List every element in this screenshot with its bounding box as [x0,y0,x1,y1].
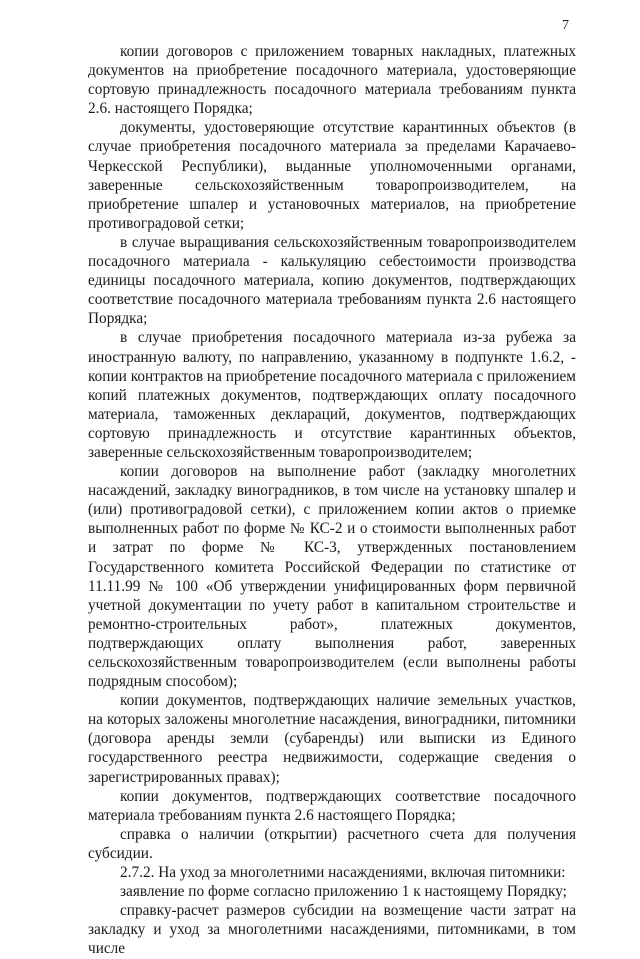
paragraph-quarantine-documents: документы, удостоверяющие отсутствие карантинных объектов (в случае приобретения посадочного материала за пределами Карачаево-Черкесской Республики), выданные уполномоченными органами, заверенные сельскохозяйственным товаропроизводителем, на приобретение шпалер и установочных материалов, на приобретение противоградовой сетки; [88,119,576,232]
paragraph-work-contracts: копии договоров на выполнение работ (закладку многолетних насаждений, закладку виноградников, в том числе на установку шпалер и (или) противоградовой сетки), с приложением копии актов о приемке выполненных работ по форме № КС-2 и о стоимости выполненных работ и затрат по форме № КС-3, утвержденных постановлением Государственного комитета Российской Федерации по статистике от 11.11.99 № 100 «Об утверждении унифицированных форм первичной учетной документации по учету работ в капитальном строительстве и ремонтно-строительных работ», платежных документов, подтверждающих оплату выполнения работ, заверенных сельскохозяйственным товаропроизводителем (если выполнены работы подрядным способом); [88,463,576,691]
paragraph-calculation: справку-расчет размеров субсидии на возмещение части затрат на закладку и уход за многолетними насаждениями, питомниками, в том числе [88,902,576,958]
paragraph-conformity-documents: копии документов, подтверждающих соответствие посадочного материала требованиям пункта 2.6 настоящего Порядка; [88,787,576,824]
document-body [88,42,576,959]
paragraph-application: заявление по форме согласно приложению 1 к настоящему Порядку; [120,883,567,901]
paragraph-land-documents: копии документов, подтверждающих наличие земельных участков, на которых заложены многолетние насаждения, виноградники, питомники (договора аренды земли (субаренды) или выписки из Единого государственного реестра недвижимости, содержащие сведения о зарегистрированных правах); [88,692,576,786]
paragraph-bank-account: справка о наличии (открытии) расчетного счета для получения субсидии. [88,825,576,862]
paragraph-sales-contracts: копии договоров с приложением товарных накладных, платежных документов на приобретение посадочного материала, удостоверяющие сортовую принадлежность посадочного материала требованиям пункта 2.6. настоящего Порядка; [88,43,576,118]
paragraph-foreign-purchase: в случае приобретения посадочного материала из-за рубежа за иностранную валюту, по направлению, указанному в подпункте 1.6.2, - копии контрактов на приобретение посадочного материала с приложением копий платежных документов, подтверждающих оплату посадочного материала, таможенных деклараций, документов, подтверждающих сортовую принадлежность и отсутствие карантинных объектов, заверенные сельскохозяйственным товаропроизводителем; [88,329,576,461]
paragraph-own-cultivation: в случае выращивания сельскохозяйственным товаропроизводителем посадочного материала - калькуляцию себестоимости производства единицы посадочного материала, копию документов, подтверждающих соответствие посадочного материала требованиям пункта 2.6 настоящего Порядка; [88,233,576,328]
paragraph-section-2-7-2: 2.7.2. На уход за многолетними насаждениями, включая питомники: [120,864,566,882]
page-number: 7 [562,18,569,33]
